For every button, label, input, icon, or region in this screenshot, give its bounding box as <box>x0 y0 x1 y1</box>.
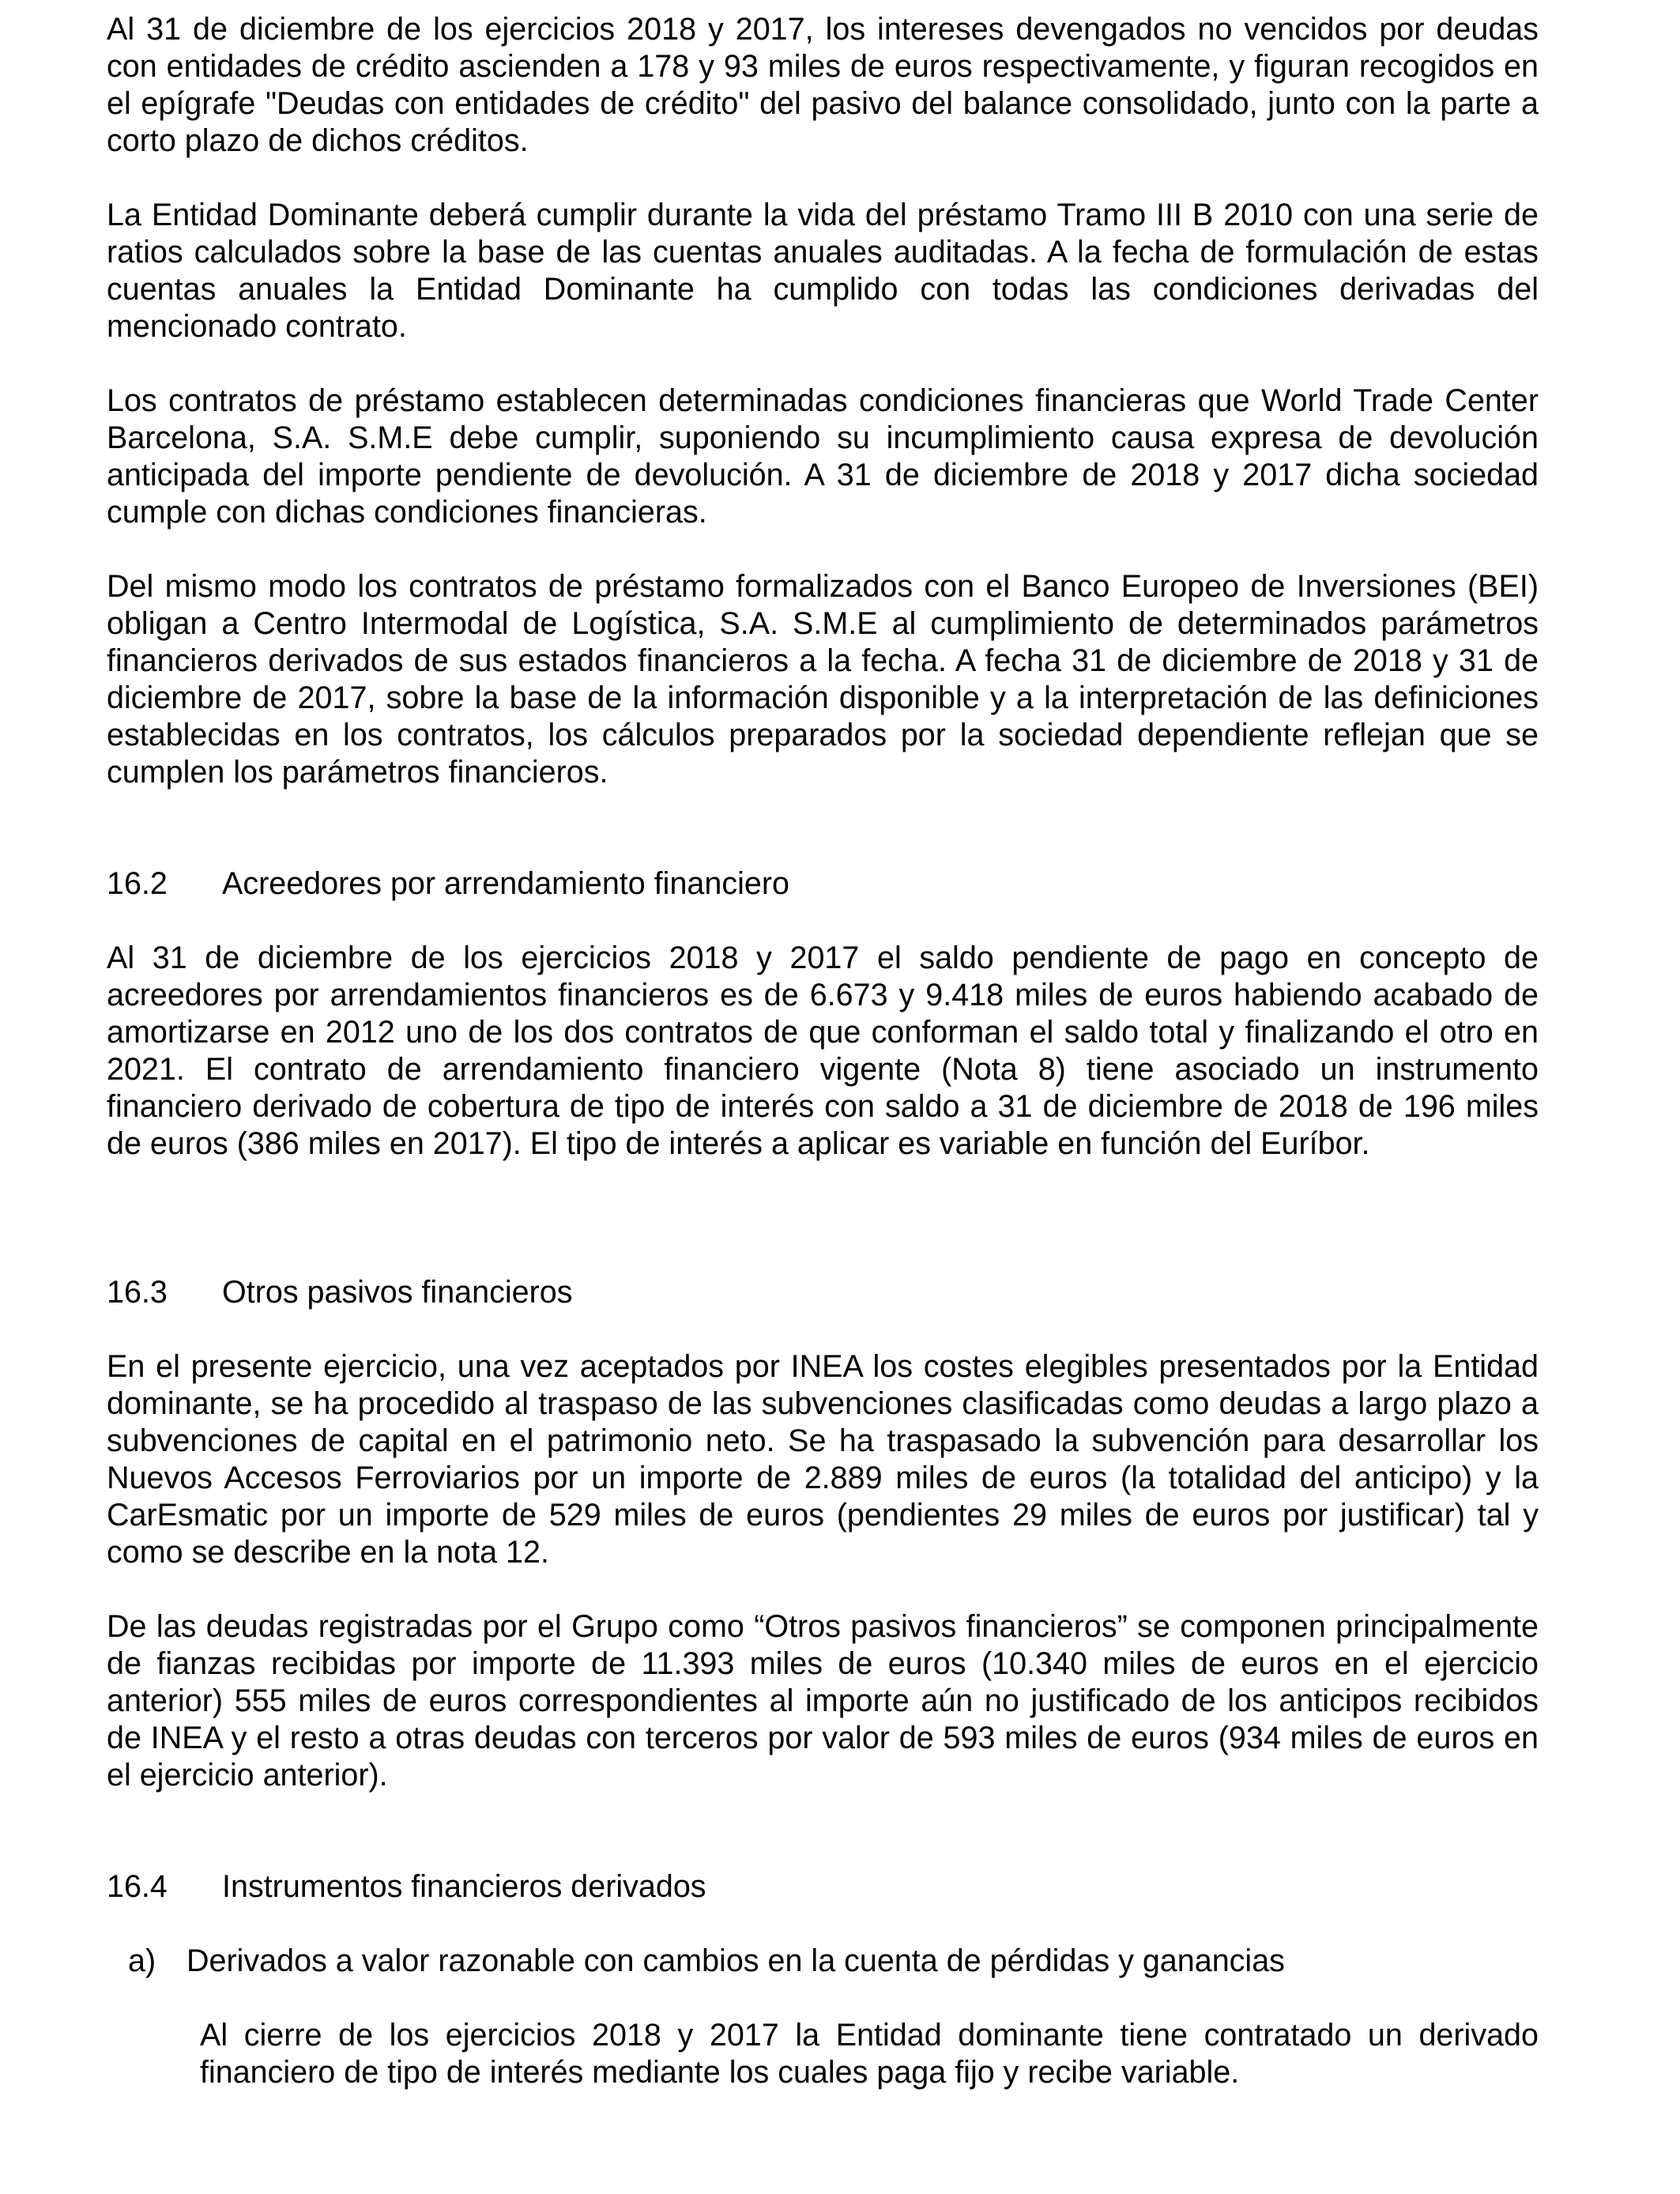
section-number: 16.2 <box>107 866 168 901</box>
section-number: 16.3 <box>107 1275 168 1310</box>
section-heading-16-2 <box>107 865 1539 903</box>
section-title: Acreedores por arrendamiento financiero <box>222 866 789 901</box>
document-page <box>107 11 1539 2091</box>
paragraph-bei-loans: Del mismo modo los contratos de préstamo formalizados con el Banco Europeo de Inversiones (BEI) obligan a Centro Intermodal de Logística, S.A. S.M.E al cumplimiento de determinados parámetros financieros derivados de sus estados financieros a la fecha. A fecha 31 de diciembre de 2018 y 31 de diciembre de 2017, sobre la base de la información disponible y a la interpretación de las definiciones establecidas en los contratos, los cálculos preparados por la sociedad dependiente reflejan que se cumplen los parámetros financieros. <box>107 569 1539 790</box>
paragraph-loan-conditions: Los contratos de préstamo establecen determinadas condiciones financieras que World Trade Center Barcelona, S.A. S.M.E debe cumplir, suponiendo su incumplimiento causa expresa de devolución anticipada del importe pendiente de devolución. A 31 de diciembre de 2018 y 2017 dicha sociedad cumple con dichas condiciones financieras. <box>107 383 1539 530</box>
subsection-heading-a <box>128 1943 1539 1980</box>
paragraph-interest-accrued: Al 31 de diciembre de los ejercicios 2018 y 2017, los intereses devengados no vencidos por deudas con entidades de crédito ascienden a 178 y 93 miles de euros respectivamente, y figuran recogidos en el epígrafe "Deudas con entidades de crédito" del pasivo del balance consolidado, junto con la parte a corto plazo de dichos créditos. <box>107 12 1539 158</box>
section-heading-16-4 <box>107 1868 1539 1906</box>
subsection-marker: a) <box>128 1943 156 1978</box>
paragraph-derivative-contract: Al cierre de los ejercicios 2018 y 2017 la Entidad dominante tiene contratado un derivado financiero de tipo de interés mediante los cuales paga fijo y recibe variable. <box>200 2018 1539 2090</box>
paragraph-subsidies-transfer: En el presente ejercicio, una vez aceptados por INEA los costes elegibles presentados por la Entidad dominante, se ha procedido al traspaso de las subvenciones clasificadas como deudas a largo plazo a subvenciones de capital en el patrimonio neto. Se ha traspasado la subvención para desarrollar los Nuevos Accesos Ferroviarios por un importe de 2.889 miles de euros (la totalidad del anticipo) y la CarEsmatic por un importe de 529 miles de euros (pendientes 29 miles de euros por justificar) tal y como se describe en la nota 12. <box>107 1349 1539 1570</box>
section-title: Otros pasivos financieros <box>222 1275 573 1310</box>
paragraph-loan-ratios: La Entidad Dominante deberá cumplir durante la vida del préstamo Tramo III B 2010 con una serie de ratios calculados sobre la base de las cuentas anuales auditadas. A la fecha de formulación de estas cuentas anuales la Entidad Dominante ha cumplido con todas las condiciones derivadas del mencionado contrato. <box>107 198 1539 344</box>
subsection-title: Derivados a valor razonable con cambios en la cuenta de pérdidas y ganancias <box>186 1943 1285 1978</box>
section-number: 16.4 <box>107 1869 168 1904</box>
paragraph-other-liabilities: De las deudas registradas por el Grupo como “Otros pasivos financieros” se componen principalmente de fianzas recibidas por importe de 11.393 miles de euros (10.340 miles de euros en el ejercicio anterior) 555 miles de euros correspondientes al importe aún no justificado de los anticipos recibidos de INEA y el resto a otras deudas con terceros por valor de 593 miles de euros (934 miles de euros en el ejercicio anterior). <box>107 1609 1539 1793</box>
section-heading-16-3 <box>107 1274 1539 1311</box>
paragraph-finance-lease: Al 31 de diciembre de los ejercicios 2018 y 2017 el saldo pendiente de pago en concepto de acreedores por arrendamientos financieros es de 6.673 y 9.418 miles de euros habiendo acabado de amortizarse en 2012 uno de los dos contratos de que conforman el saldo total y finalizando el otro en 2021. El contrato de arrendamiento financiero vigente (Nota 8) tiene asociado un instrumento financiero derivado de cobertura de tipo de interés con saldo a 31 de diciembre de 2018 de 196 miles de euros (386 miles en 2017). El tipo de interés a aplicar es variable en función del Euríbor. <box>107 941 1539 1161</box>
section-title: Instrumentos financieros derivados <box>222 1869 706 1904</box>
